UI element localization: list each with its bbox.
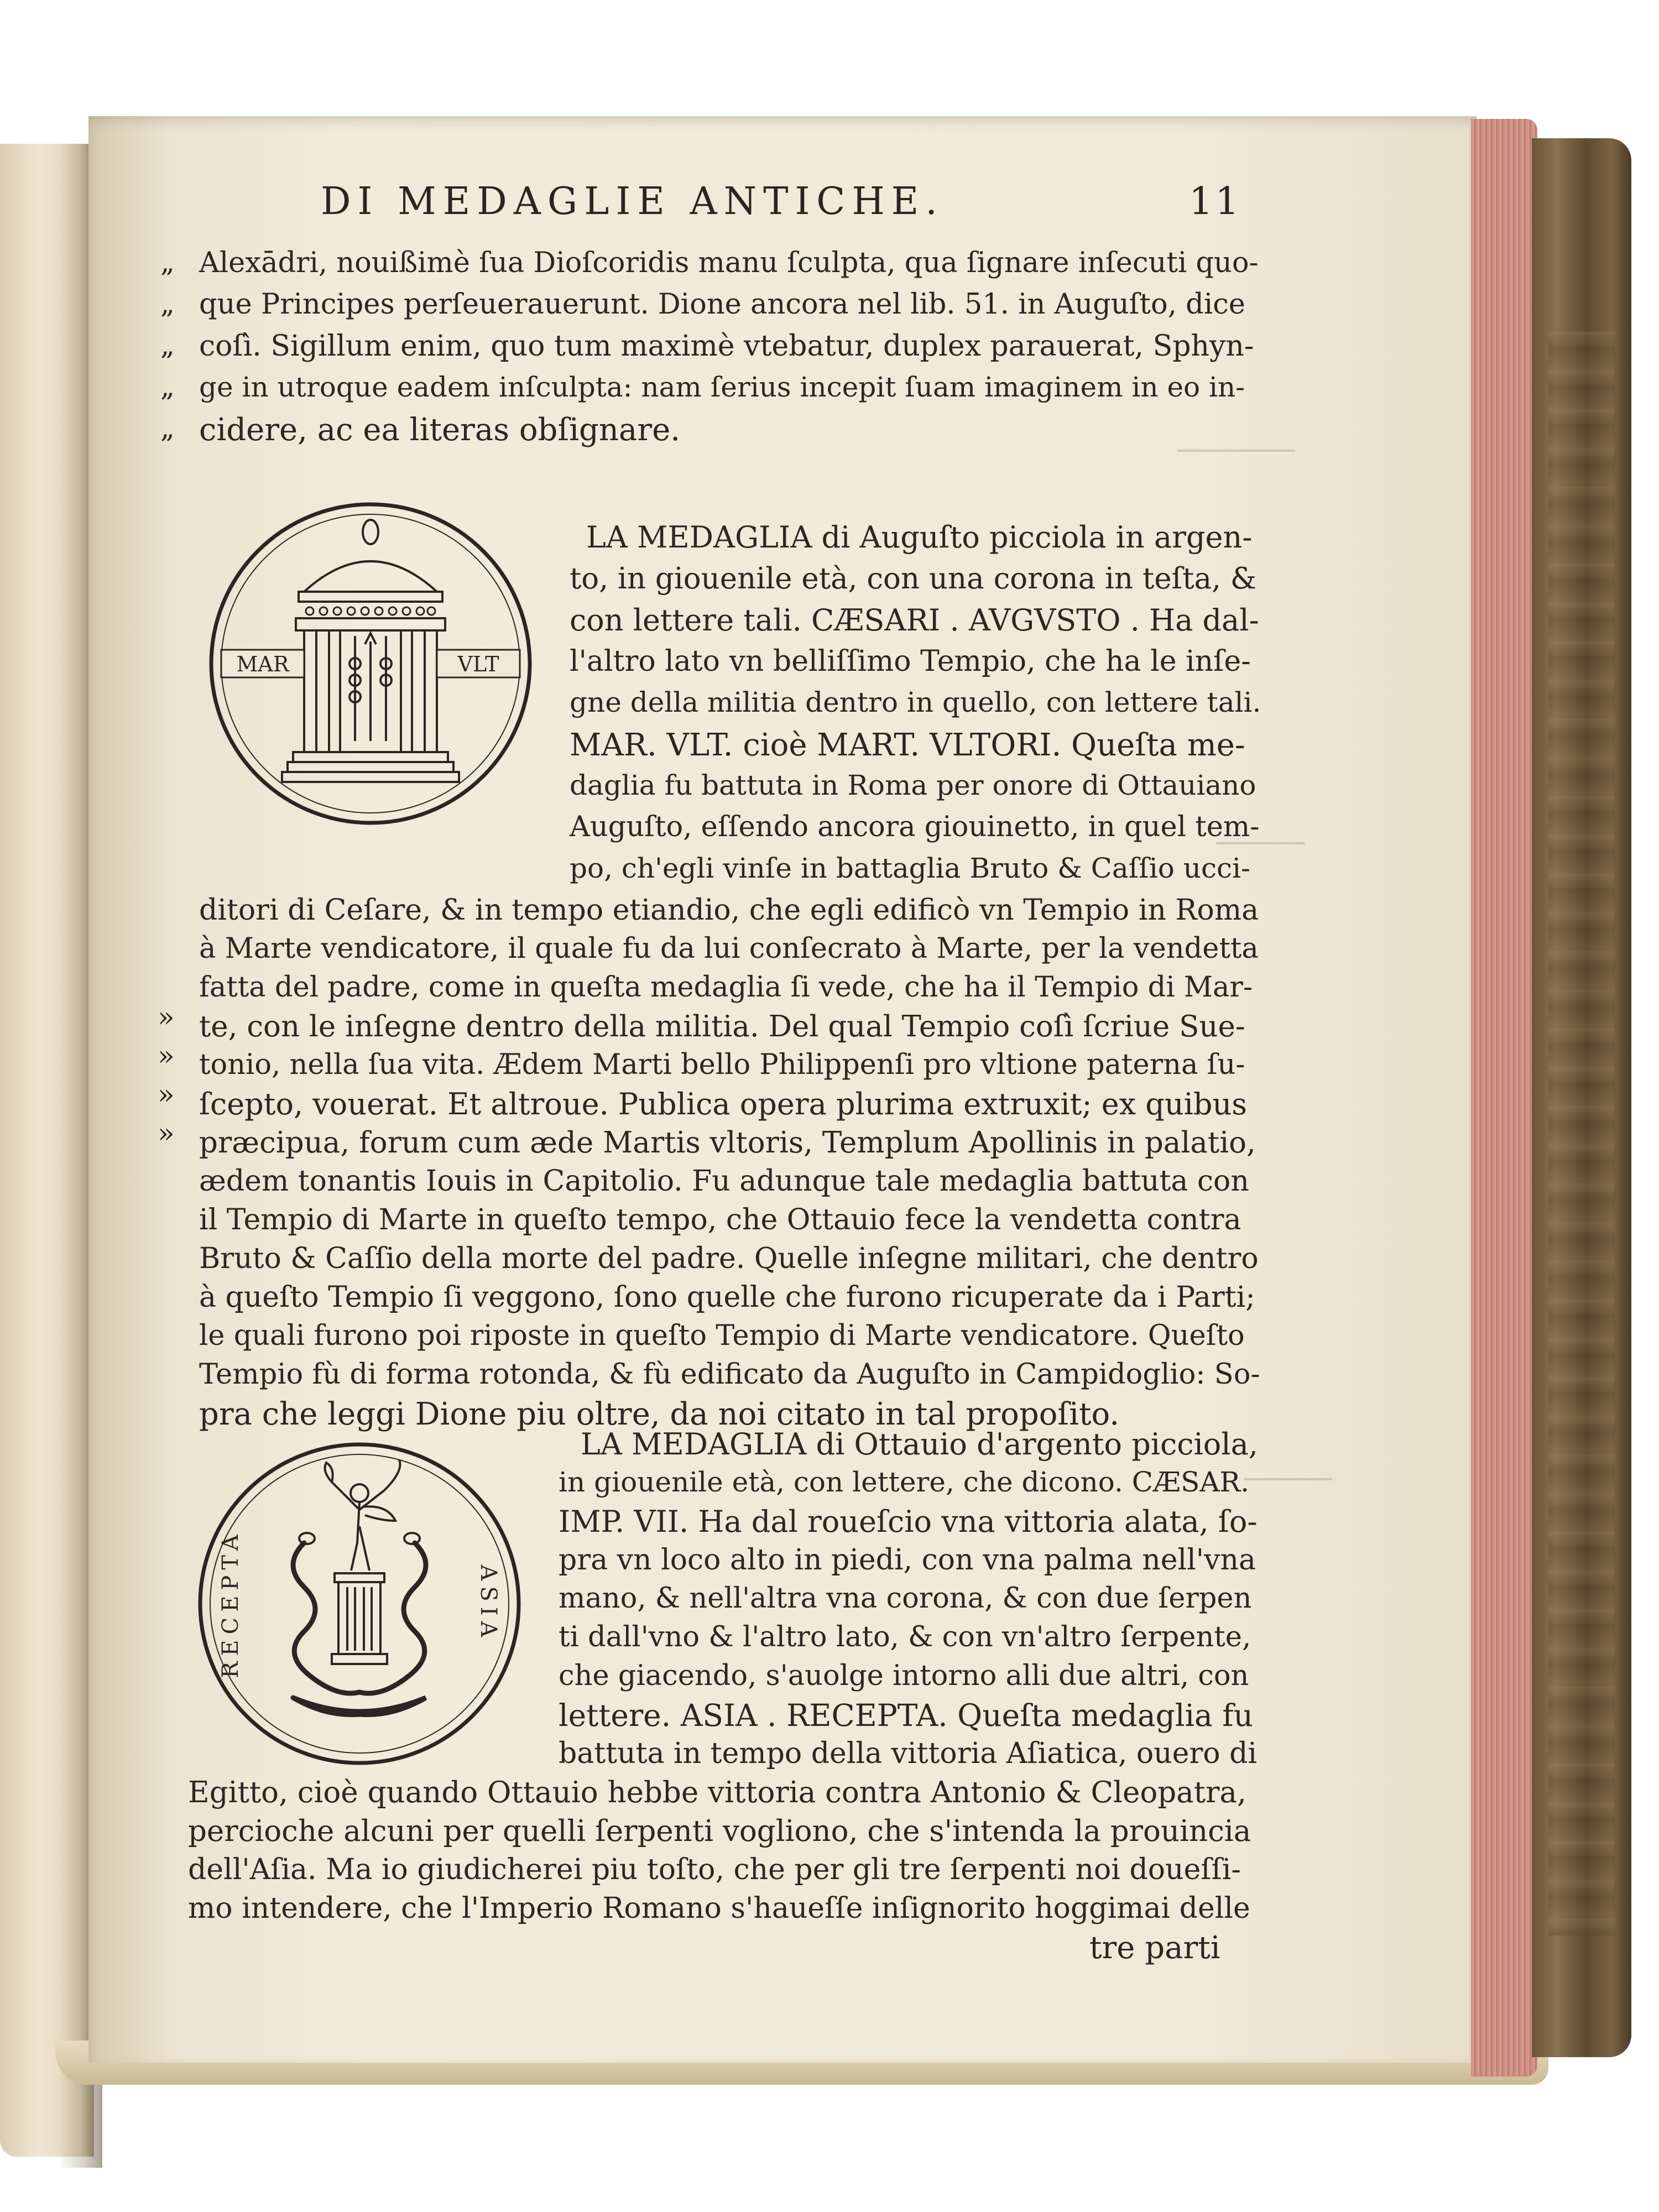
text-line: LA MEDAGLIA di Ottauio d'argento picciola,	[581, 1427, 1258, 1462]
text-line: ti dall'vno & l'altro lato, & con vn'altro ſerpente,	[559, 1621, 1251, 1653]
quote-mark: »	[158, 1078, 175, 1110]
quote-mark: „	[160, 371, 175, 403]
text-line: fatta del padre, come in queſta medaglia ſi vede, che ha il Tempio di Mar-	[199, 971, 1253, 1004]
victoria-medal-illustration	[194, 1438, 525, 1770]
text-line: il Tempio di Marte in queſto tempo, che Ottauio fece la vendetta contra	[199, 1203, 1241, 1237]
catchword: tre parti	[1089, 1930, 1220, 1966]
text-line: gne della militia dentro in quello, con lettere tali.	[570, 686, 1261, 718]
text-line: l'altro lato vn belliſſimo Tempio, che ha le inſe-	[570, 645, 1251, 678]
medal-inscription-left: MAR	[236, 652, 289, 676]
temple-medal-illustration	[205, 498, 536, 830]
text-line: Alexādri, nouißimè ſua Dioſcoridis manu ſculpta, qua ſignare inſecuti quo-	[199, 247, 1259, 279]
text-line: pra vn loco alto in piedi, con vna palma nell'vna	[559, 1543, 1256, 1577]
text-line: battuta in tempo della vittoria Aſiatica, ouero di	[559, 1737, 1258, 1770]
text-line: ſcepto, vouerat. Et altroue. Publica opera plurima extruxit; ex quibus	[199, 1087, 1247, 1121]
text-line: mo intendere, che l'Imperio Romano s'haueſſe inſignorito hoggimai delle	[188, 1892, 1250, 1925]
text-line: che giacendo, s'auolge intorno alli due altri, con	[559, 1660, 1249, 1692]
page-number: 11	[1189, 180, 1241, 223]
medal-inscription-left: RECEPTA	[218, 1529, 243, 1678]
spine-wear	[1548, 332, 1615, 1936]
text-line: Bruto & Caſſio della morte del padre. Quelle inſegne militari, che dentro	[199, 1242, 1259, 1275]
text-line: MAR. VLT. cioè MART. VLTORI. Queſta me-	[570, 727, 1245, 763]
running-head-title: DI MEDAGLIE ANTICHE.	[321, 180, 944, 223]
quote-mark: „	[160, 412, 175, 444]
text-line: à Marte vendicatore, il quale fu da lui conſecrato à Marte, per la vendetta	[199, 932, 1259, 965]
medal-inscription-right: VLT	[457, 652, 499, 676]
text-line: que Principes perſeuerauerunt. Dione ancora nel lib. 51. in Auguſto, dice	[199, 288, 1245, 321]
text-line: pra che leggi Dione piu oltre, da noi citato in tal propoſito.	[199, 1396, 1120, 1432]
show-through: ──────	[1244, 1465, 1332, 1494]
text-line: daglia fu battuta in Roma per onore di Ottauiano	[570, 769, 1256, 801]
text-line: po, ch'egli vinſe in battaglia Bruto & Caſſio ucci-	[570, 852, 1250, 884]
text-line: in giouenile età, con lettere, che dicono. CÆSAR.	[559, 1466, 1249, 1498]
text-line: lettere. ASIA . RECEPTA. Queſta medaglia fu	[559, 1698, 1254, 1733]
quote-mark: „	[160, 246, 175, 278]
text-line: con lettere tali. CÆSARI . AVGVSTO . Ha dal-	[570, 603, 1259, 638]
text-line: à queſto Tempio ſi veggono, ſono quelle che furono ricuperate da i Parti;	[199, 1281, 1255, 1314]
text-line: LA MEDAGLIA di Auguſto picciola in argen-	[586, 520, 1253, 555]
text-line: cidere, ac ea literas obſignare.	[199, 412, 681, 448]
text-line: tonio, nella ſua vita. Ædem Marti bello Philippenſi pro vltione paterna ſu-	[199, 1048, 1245, 1081]
text-line: coſì. Sigillum enim, quo tum maximè vtebatur, duplex parauerat, Sphyn-	[199, 330, 1254, 363]
quote-mark: „	[160, 288, 175, 320]
text-line: mano, & nell'altra vna corona, & con due ſerpen	[559, 1582, 1252, 1615]
text-line: Tempio fù di forma rotonda, & fù edificato da Auguſto in Campidoglio: So-	[199, 1358, 1260, 1391]
text-line: dell'Aſia. Ma io giudicherei piu toſto, che per gli tre ſerpenti noi doueſſi-	[188, 1853, 1241, 1886]
show-through: ──────	[1217, 830, 1305, 858]
quote-mark: »	[158, 1117, 175, 1149]
text-line: Egitto, cioè quando Ottauio hebbe vittoria contra Antonio & Cleopatra,	[188, 1776, 1246, 1809]
text-line: ditori di Ceſare, & in tempo etiandio, che egli edificò vn Tempio in Roma	[199, 894, 1259, 927]
text-line: IMP. VII. Ha dal roueſcio vna vittoria alata, ſo-	[559, 1504, 1258, 1539]
quote-mark: »	[158, 1040, 175, 1072]
quote-mark: „	[160, 329, 175, 361]
quote-mark: »	[158, 1001, 175, 1033]
text-line: te, con le inſegne dentro della militia. Del qual Tempio coſì ſcriue Sue-	[199, 1010, 1245, 1044]
text-line: ædem tonantis Iouis in Capitolio. Fu adunque tale medaglia battuta con	[199, 1165, 1249, 1198]
text-line: ge in utroque eadem inſculpta: nam ſerius incepit ſuam imaginem in eo in-	[199, 371, 1245, 403]
red-page-edges	[1471, 119, 1537, 2077]
text-line: Auguſto, eſſendo ancora giouinetto, in quel tem-	[570, 811, 1260, 843]
show-through: ────────	[1178, 437, 1295, 465]
text-line: præcipua, forum cum æde Martis vltoris, Templum Apollinis in palatio,	[199, 1126, 1256, 1160]
medal-inscription-right: ASIA	[476, 1564, 501, 1643]
text-line: percioche alcuni per quelli ſerpenti vogliono, che s'intenda la prouincia	[188, 1814, 1251, 1848]
text-line: to, in giouenile età, con una corona in teſta, &	[570, 562, 1257, 596]
text-line: le quali furono poi riposte in queſto Tempio di Marte vendicatore. Queſto	[199, 1319, 1245, 1352]
running-head	[0, 180, 1659, 229]
